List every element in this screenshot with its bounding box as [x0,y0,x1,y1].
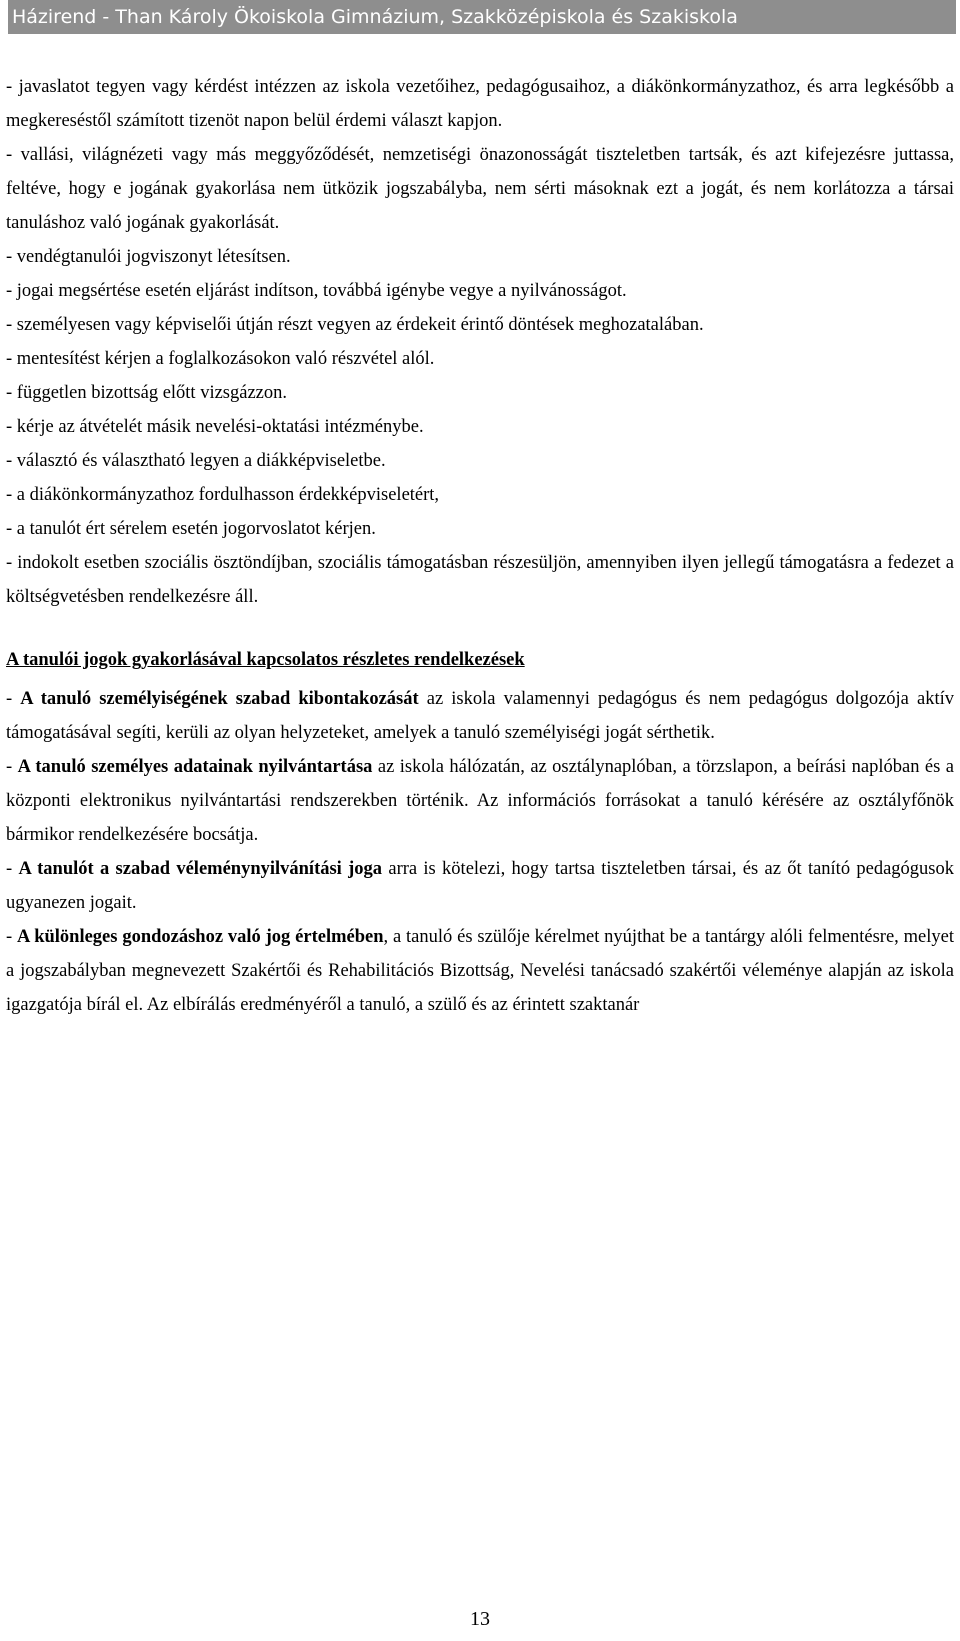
detail-paragraph [6,750,954,852]
detail-text: , a tanuló és szülője kérelmet nyújthat be a tantárgy alóli felmentésre, melyet a jogszabályban megnevezett Szakértői és Rehabilitációs Bizottság, Nevelési tanácsadó szakértői véleménye alapján az iskola igazgatója bírál el. Az elbírálás eredményéről a tanuló, a szülő és az érintett szaktanár [6,927,954,1015]
detail-paragraph [6,920,954,1022]
right-item: - személyesen vagy képviselői útján részt vegyen az érdekeit érintő döntések meghozatalában. [6,315,704,335]
detail-prefix: - [6,859,19,879]
right-item: - a diákönkormányzathoz fordulhasson érdekképviseletért, [6,485,440,505]
right-item: - vallási, világnézeti vagy más meggyőződését, nemzetiségi önazonosságát tiszteletben tartsák, és azt kifejezésre juttassa, feltéve, hogy e jogának gyakorlása nem ütközik jogszabályba, nem sérti másoknak ezt a jogát, és nem korlátozza a társai tanuláshoz való jogának gyakorlását. [6,145,954,233]
detail-text: az iskola valamennyi pedagógus és nem pedagógus dolgozója aktív támogatásával segíti, kerüli az olyan helyzeteket, amelyek a tanuló személyiségi jogát sérthetik. [6,689,954,743]
detail-text: arra is kötelezi, hogy tartsa tiszteletben társai, és az őt tanító pedagógusok ugyanezen jogait. [6,859,955,913]
right-item: - vendégtanulói jogviszonyt létesítsen. [6,247,291,267]
detail-bold-term: A tanuló személyes adatainak nyilvántartása [17,757,373,777]
running-header: Házirend - Than Károly Ökoiskola Gimnázium, Szakközépiskola és Szakiskola [8,0,956,34]
right-item: - mentesítést kérjen a foglalkozásokon való részvétel alól. [6,349,435,369]
detail-paragraph [6,682,954,750]
right-item: - kérje az átvételét másik nevelési-oktatási intézménybe. [6,417,424,437]
right-item: - választó és választható legyen a diákképviseletbe. [6,451,386,471]
detail-prefix: - [6,927,18,947]
detail-text: az iskola hálózatán, az osztálynaplóban, a törzslapon, a beírási naplóban és a központi elektronikus nyilvántartási rendszerekben történik. Az információs forrásokat a tanuló kérésére az osztályfőnök bármikor rendelkezésére bocsátja. [6,757,954,845]
detail-paragraph [6,852,954,920]
right-item: - független bizottság előtt vizsgázzon. [6,383,288,403]
right-item: - javaslatot tegyen vagy kérdést intézzen az iskola vezetőihez, pedagógusaihoz, a diákönkormányzathoz, és arra legkésőbb a megkereséstől számított tizenöt napon belül érdemi választ kapjon. [6,77,954,131]
right-item: - a tanulót ért sérelem esetén jogorvoslatot kérjen. [6,519,376,539]
detail-prefix: - [6,757,18,777]
document-body [6,70,954,1022]
right-item: - jogai megsértése esetén eljárást indítson, továbbá igénybe vegye a nyilvánosságot. [6,281,627,301]
detail-bold-term: A tanulót a szabad véleménynyilvánítási joga [18,859,383,879]
detail-bold-term: A tanuló személyiségének szabad kibontakozását [20,689,419,709]
detail-prefix: - [6,689,21,709]
detail-bold-term: A különleges gondozáshoz való jog értelmében [17,927,384,947]
page-number: 13 [470,1608,490,1630]
section-heading: A tanulói jogok gyakorlásával kapcsolatos részletes rendelkezések [6,650,525,670]
right-item: - indokolt esetben szociális ösztöndíjban, szociális támogatásban részesüljön, amennyiben ilyen jellegű támogatásra a fedezet a költségvetésben rendelkezésre áll. [6,553,954,607]
